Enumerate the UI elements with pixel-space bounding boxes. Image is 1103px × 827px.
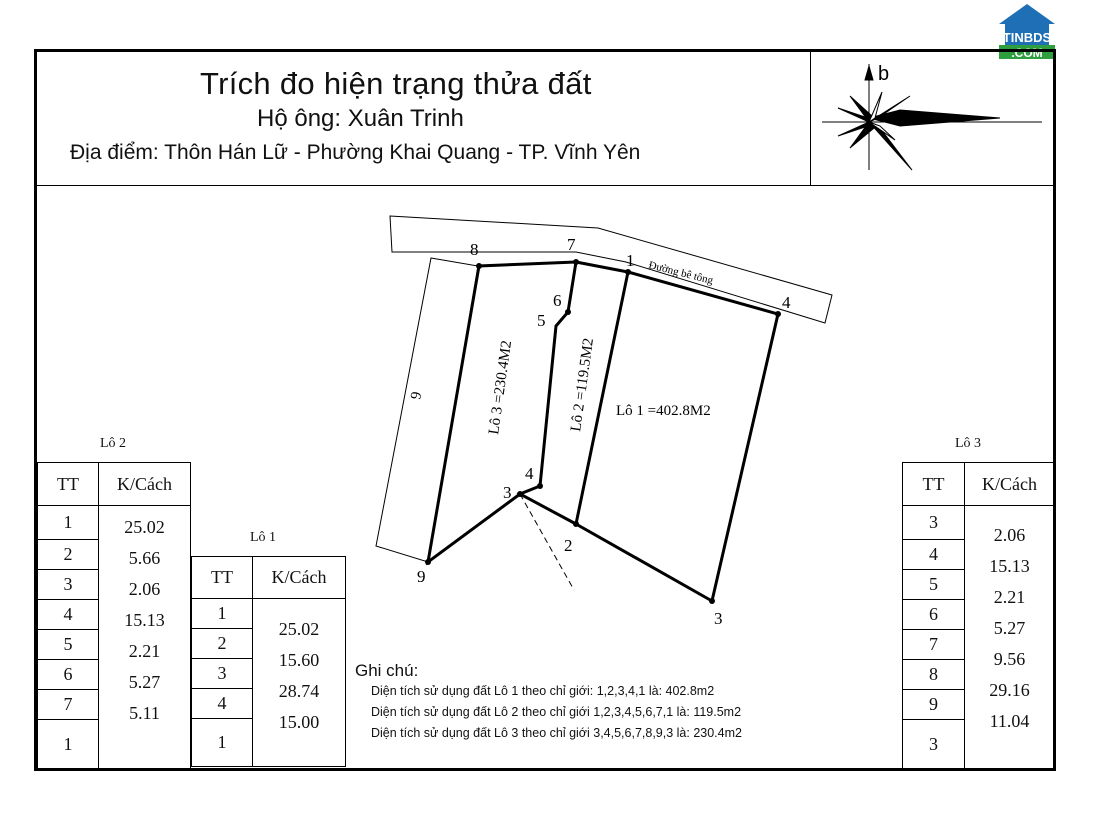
lot3-distance: 11.04 xyxy=(989,711,1030,731)
lot3-table-caption: Lô 3 xyxy=(955,436,982,451)
lot2-distance: 5.66 xyxy=(128,548,161,568)
lot1-table-caption: Lô 1 xyxy=(250,530,277,545)
note-line-lot2: Diện tích sử dụng đất Lô 2 theo chỉ giới 1,2,3,4,5,6,7,1 là: 119.5m2 xyxy=(371,705,742,719)
point-label-3b: 3 xyxy=(503,483,512,502)
lot2-tt: 7 xyxy=(38,690,99,720)
lot3-tt: 3 xyxy=(903,720,965,770)
lot3-tt: 5 xyxy=(903,570,965,600)
lot3-header-kc: K/Cách xyxy=(965,463,1055,506)
lot3-distance: 9.56 xyxy=(993,649,1026,669)
neighbor-strip xyxy=(376,258,478,562)
lot1-table xyxy=(191,556,346,767)
lot3-distance: 2.06 xyxy=(993,525,1026,545)
lot2-tt: 2 xyxy=(38,540,99,570)
lot2-table-caption: Lô 2 xyxy=(100,436,127,451)
point-label-2: 2 xyxy=(564,536,573,555)
lot1-distance: 25.02 xyxy=(278,619,320,639)
lot3-tt: 3 xyxy=(903,506,965,540)
owner-line: Hộ ông: Xuân Trinh xyxy=(257,105,464,132)
lot2-header-kc: K/Cách xyxy=(99,463,191,506)
lot3-distances xyxy=(965,506,1055,770)
lot3-area-label: Lô 3 =230.4M2 xyxy=(486,339,516,436)
logo-text-bottom: .COM xyxy=(1011,46,1043,60)
point-label-9: 9 xyxy=(417,567,426,586)
lot1-header-kc: K/Cách xyxy=(253,557,346,599)
lot1-distances xyxy=(253,599,346,767)
lot2-distance: 5.11 xyxy=(129,703,160,723)
lot1-distance: 15.00 xyxy=(278,712,320,732)
lot1-tt: 3 xyxy=(192,659,253,689)
lot2-tt: 4 xyxy=(38,600,99,630)
lot2-tt: 3 xyxy=(38,570,99,600)
lot1-tt: 4 xyxy=(192,689,253,719)
lot3-distance: 5.27 xyxy=(993,618,1026,638)
lot2-tt: 5 xyxy=(38,630,99,660)
lot2-table xyxy=(37,462,191,770)
point-label-6: 6 xyxy=(553,291,562,310)
road-label: Đường bê tông xyxy=(647,259,715,287)
neighbor-label: 9 xyxy=(408,390,426,401)
note-line-lot3: Diện tích sử dụng đất Lô 3 theo chỉ giới 3,4,5,6,7,8,9,3 là: 230.4m2 xyxy=(371,726,742,740)
north-label: b xyxy=(878,63,890,85)
point-label-5: 5 xyxy=(537,311,546,330)
lot1-tt: 1 xyxy=(192,719,253,767)
lot2-tt: 6 xyxy=(38,660,99,690)
point-label-8: 8 xyxy=(470,240,479,259)
lot-boundaries xyxy=(428,262,778,601)
lot3-tt: 8 xyxy=(903,660,965,690)
lot3-table xyxy=(902,462,1055,770)
lot2-distance: 2.06 xyxy=(128,579,161,599)
lot3-tt: 9 xyxy=(903,690,965,720)
lot2-distance: 25.02 xyxy=(124,517,165,537)
lot2-distance: 5.27 xyxy=(128,672,161,692)
vertex-markers xyxy=(425,259,781,604)
logo-text-top: TINBDS xyxy=(1002,30,1052,45)
lot3-distance: 15.13 xyxy=(989,556,1030,576)
lot1-tt: 2 xyxy=(192,629,253,659)
notes-block xyxy=(355,661,742,744)
lot2-distances xyxy=(99,506,191,770)
point-label-4b: 4 xyxy=(525,464,534,483)
lot2-tt: 1 xyxy=(38,720,99,770)
compass-icon xyxy=(822,64,1042,170)
lot2-distance: 15.13 xyxy=(124,610,165,630)
lot3-tt: 6 xyxy=(903,600,965,630)
lot1-distance: 15.60 xyxy=(278,650,320,670)
point-label-4: 4 xyxy=(782,293,791,312)
lot2-tt: 1 xyxy=(38,506,99,540)
point-label-3: 3 xyxy=(714,609,723,628)
lot2-header-tt: TT xyxy=(38,463,99,506)
point-label-1: 1 xyxy=(626,251,635,270)
lot1-tt: 1 xyxy=(192,599,253,629)
point-label-7: 7 xyxy=(567,235,576,254)
lot2-area-label: Lô 2 =119.5M2 xyxy=(568,337,598,433)
lot1-area-label: Lô 1 =402.8M2 xyxy=(616,403,711,419)
address-line: Địa điểm: Thôn Hán Lữ - Phường Khai Quang - TP. Vĩnh Yên xyxy=(70,141,641,164)
lot3-distance: 2.21 xyxy=(993,587,1026,607)
lot3-header-tt: TT xyxy=(903,463,965,506)
lot3-tt: 7 xyxy=(903,630,965,660)
notes-title: Ghi chú: xyxy=(355,661,419,680)
lot3-distance: 29.16 xyxy=(989,680,1030,700)
lot2-distance: 2.21 xyxy=(128,641,161,661)
lot1-distance: 28.74 xyxy=(278,681,320,701)
page-title: Trích đo hiện trạng thửa đất xyxy=(200,66,592,101)
lot3-tt: 4 xyxy=(903,540,965,570)
note-line-lot1: Diện tích sử dụng đất Lô 1 theo chỉ giới: 1,2,3,4,1 là: 402.8m2 xyxy=(371,684,715,698)
lot1-header-tt: TT xyxy=(192,557,253,599)
